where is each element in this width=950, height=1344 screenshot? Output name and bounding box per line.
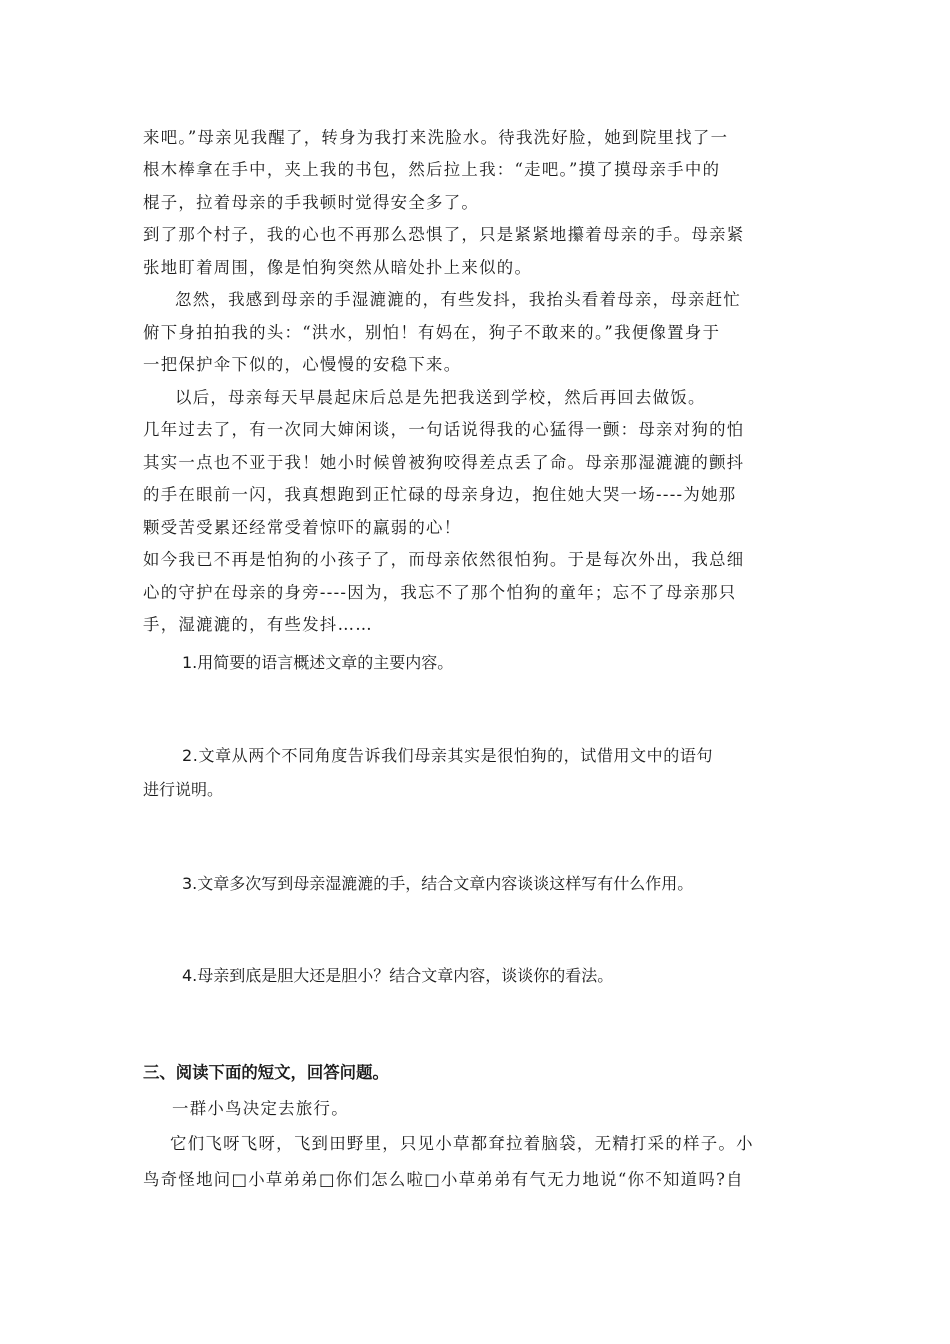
passage-line: 张地盯着周围，像是怕狗突然从暗处扑上来似的。 bbox=[143, 258, 533, 277]
passage-line: 一把保护伞下似的，心慢慢的安稳下来。 bbox=[143, 355, 462, 374]
passage-line: 的手在眼前一闪，我真想跑到正忙碌的母亲身边，抱住她大哭一场----为她那 bbox=[143, 485, 737, 504]
section-heading: 三、阅读下面的短文，回答问题。 bbox=[143, 1063, 389, 1082]
passage-line: 棍子，拉着母亲的手我顿时觉得安全多了。 bbox=[143, 193, 480, 212]
section3-line: 它们飞呀飞呀，飞到田野里，只见小草都耷拉着脑袋，无精打采的样子。小 bbox=[170, 1134, 754, 1153]
passage-line: 手，湿漉漉的，有些发抖…… bbox=[143, 615, 373, 634]
question-2: 2.文章从两个不同角度告诉我们母亲其实是很怕狗的，试借用文中的语句 bbox=[182, 746, 714, 765]
question-1: 1.用简要的语言概述文章的主要内容。 bbox=[182, 653, 454, 672]
passage-line: 俯下身拍拍我的头：“洪水，别怕！有妈在，狗子不敢来的。”我便像置身于 bbox=[143, 323, 721, 342]
passage-line: 以后，母亲每天早晨起床后总是先把我送到学校，然后再回去做饭。 bbox=[175, 388, 706, 407]
passage-line: 忽然，我感到母亲的手湿漉漉的，有些发抖，我抬头看着母亲，母亲赶忙 bbox=[175, 290, 742, 309]
passage-line: 心的守护在母亲的身旁----因为，我忘不了那个怕狗的童年；忘不了母亲那只 bbox=[143, 583, 737, 602]
passage-line: 如今我已不再是怕狗的小孩子了，而母亲依然很怕狗。于是每次外出，我总细 bbox=[143, 550, 745, 569]
passage-line: 颗受苦受累还经常受着惊吓的羸弱的心！ bbox=[143, 518, 462, 537]
passage-line: 几年过去了，有一次同大婶闲谈，一句话说得我的心猛得一颤：母亲对狗的怕 bbox=[143, 420, 745, 439]
passage-line: 来吧。”母亲见我醒了，转身为我打来洗脸水。待我洗好脸，她到院里找了一 bbox=[143, 128, 729, 147]
passage-line: 到了那个村子，我的心也不再那么恐惧了，只是紧紧地攥着母亲的手。母亲紧 bbox=[143, 225, 745, 244]
section3-line: 鸟奇怪地问□小草弟弟□你们怎么啦□小草弟弟有气无力地说“你不知道吗?自 bbox=[143, 1170, 744, 1189]
question-2-continuation: 进行说明。 bbox=[143, 780, 224, 799]
passage-line: 其实一点也不亚于我！她小时候曾被狗咬得差点丢了命。母亲那湿漉漉的颤抖 bbox=[143, 453, 745, 472]
section3-line: 一群小鸟决定去旅行。 bbox=[172, 1099, 349, 1118]
question-4: 4.母亲到底是胆大还是胆小？结合文章内容，谈谈你的看法。 bbox=[182, 966, 614, 985]
question-3: 3.文章多次写到母亲湿漉漉的手，结合文章内容谈谈这样写有什么作用。 bbox=[182, 874, 694, 893]
passage-line: 根木棒拿在手中，夹上我的书包，然后拉上我：“走吧。”摸了摸母亲手中的 bbox=[143, 160, 721, 179]
